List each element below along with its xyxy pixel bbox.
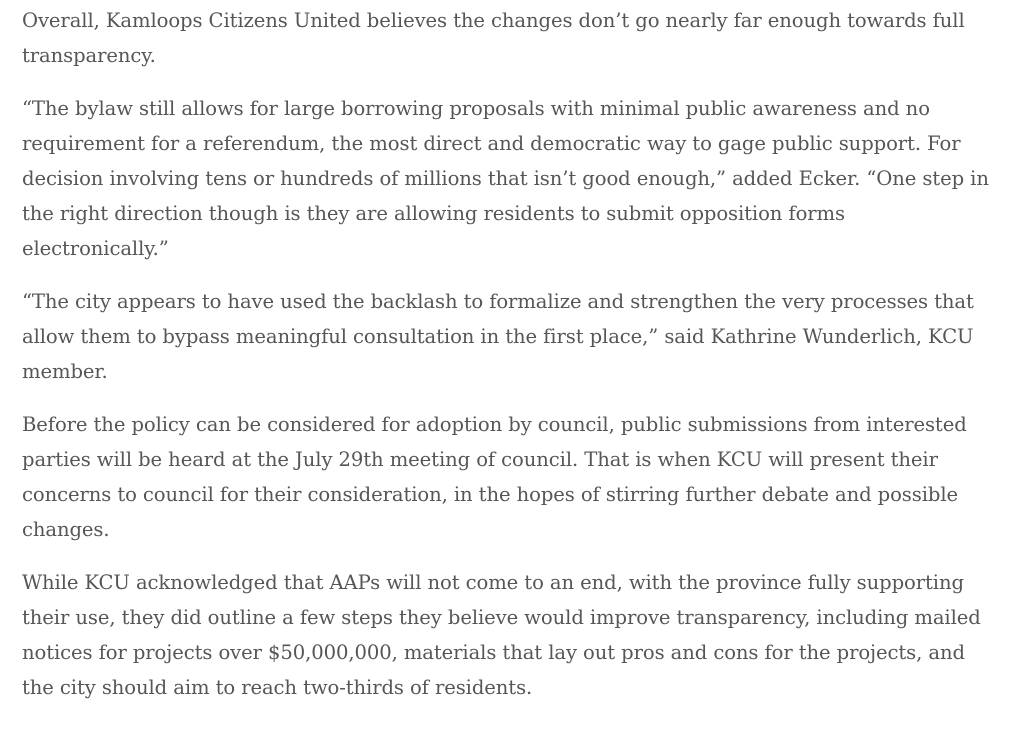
paragraph-council-submissions: Before the policy can be considered for adoption by council, public submissions from interested parties will be heard at the July 29th meeting of council. That is when KCU will present their concerns to council for their consideration, in the hopes of stirring further debate and possible changes.	[22, 413, 967, 541]
paragraph-wunderlich-quote: “The city appears to have used the backlash to formalize and strengthen the very processes that allow them to bypass meaningful consultation in the first place,” said Kathrine Wunderlich, KCU member.	[22, 290, 974, 383]
article-body	[22, 3, 997, 723]
paragraph-overall: Overall, Kamloops Citizens United believes the changes don’t go nearly far enough towards full transparency.	[22, 9, 965, 67]
paragraph-kcu-steps: While KCU acknowledged that AAPs will not come to an end, with the province fully supporting their use, they did outline a few steps they believe would improve transparency, including mailed notices for projects over $50,000,000, materials that lay out pros and cons for the projects, and the city should aim to reach two-thirds of residents.	[22, 571, 981, 699]
paragraph-ecker-quote: “The bylaw still allows for large borrowing proposals with minimal public awareness and no requirement for a referendum, the most direct and democratic way to gage public support. For decision involving tens or hundreds of millions that isn’t good enough,” added Ecker. “One step in the right direction though is they are allowing residents to submit opposition forms electronically.”	[22, 97, 989, 260]
